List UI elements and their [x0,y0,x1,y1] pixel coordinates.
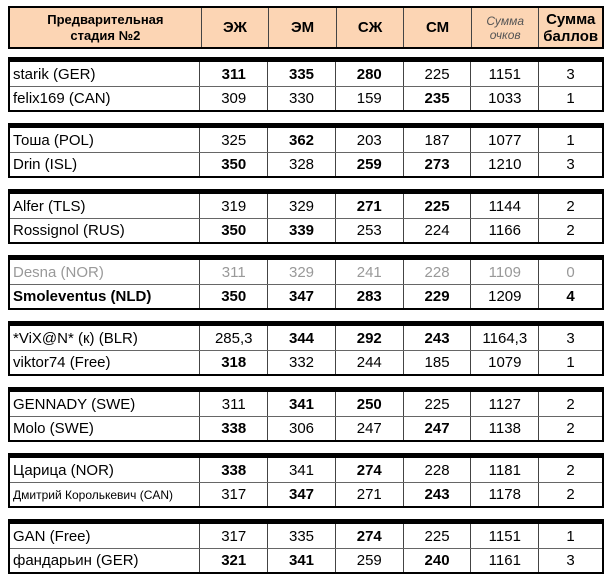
points-cell: 2 [538,219,602,242]
header-title-line2: стадия №2 [70,27,141,43]
score-cell: 243 [403,326,471,350]
total-score-cell: 1144 [470,194,538,218]
score-cell: 311 [199,392,267,416]
player-name: starik (GER) [13,65,96,83]
total-score-cell: 1127 [470,392,538,416]
header-stage-title [10,8,201,47]
header-col-sum [471,8,539,47]
points-cell: 3 [538,326,602,350]
score-cell: 329 [267,194,335,218]
points-cell: 3 [538,153,602,176]
match-group [8,519,604,574]
match-group [8,387,604,442]
header-points-line1: Сумма [546,10,596,28]
player-name: GENNADY (SWE) [13,395,136,413]
header-title-line1: Предварительная [47,11,164,27]
score-cell: 341 [267,549,335,572]
score-cell: 229 [403,285,471,308]
header-points-line2: баллов [543,27,599,45]
table-row [10,482,602,506]
score-cell: 225 [403,194,471,218]
player-name: *ViX@N* (к) (BLR) [13,329,138,347]
points-cell: 3 [538,62,602,86]
score-cell: 187 [403,128,471,152]
header-col-em: ЭМ [268,8,336,47]
player-name: Царица (NOR) [13,461,114,479]
player-name: Rossignol (RUS) [13,222,125,239]
total-score-cell: 1151 [470,62,538,86]
table-row [10,548,602,572]
player-name: GAN (Free) [13,527,91,545]
player-name: felix169 (CAN) [13,90,111,107]
points-cell: 3 [538,549,602,572]
score-cell: 328 [267,153,335,176]
table-row [10,458,602,482]
score-cell: 241 [335,260,403,284]
player-name: Дмитрий Королькевич (CAN) [13,487,174,502]
total-score-cell: 1181 [470,458,538,482]
score-cell: 350 [199,153,267,176]
score-cell: 159 [335,87,403,110]
score-cell: 329 [267,260,335,284]
points-cell: 2 [538,194,602,218]
score-cell: 311 [199,62,267,86]
total-score-cell: 1210 [470,153,538,176]
score-cell: 330 [267,87,335,110]
score-cell: 274 [335,458,403,482]
score-cell: 350 [199,285,267,308]
header-col-sm: СМ [403,8,471,47]
score-cell: 347 [267,483,335,506]
score-cell: 347 [267,285,335,308]
player-name: Alfer (TLS) [13,197,86,215]
player-name: Тоша (POL) [13,131,94,149]
score-cell: 225 [403,392,471,416]
points-cell: 1 [538,128,602,152]
score-cell: 271 [335,483,403,506]
score-cell: 338 [199,458,267,482]
table-row [10,194,602,218]
score-cell: 274 [335,524,403,548]
total-score-cell: 1209 [470,285,538,308]
score-cell: 253 [335,219,403,242]
table-row [10,524,602,548]
score-cell: 318 [199,351,267,374]
score-cell: 243 [403,483,471,506]
score-cell: 335 [267,524,335,548]
player-name: Drin (ISL) [13,156,78,173]
score-cell: 309 [199,87,267,110]
match-group [8,453,604,508]
score-cell: 225 [403,62,471,86]
score-cell: 285,3 [199,326,267,350]
table-row [10,62,602,86]
score-cell: 311 [199,260,267,284]
total-score-cell: 1164,3 [470,326,538,350]
score-cell: 203 [335,128,403,152]
table-row [10,218,602,242]
score-cell: 271 [335,194,403,218]
points-cell: 1 [538,351,602,374]
player-name: фандарьин (GER) [13,552,139,569]
total-score-cell: 1161 [470,549,538,572]
score-cell: 247 [403,417,471,440]
points-cell: 2 [538,458,602,482]
table-row [10,392,602,416]
table-row [10,128,602,152]
total-score-cell: 1033 [470,87,538,110]
match-group [8,321,604,376]
table-header [8,6,604,49]
header-col-ezh: ЭЖ [201,8,269,47]
score-cell: 350 [199,219,267,242]
score-cell: 235 [403,87,471,110]
score-cell: 338 [199,417,267,440]
score-cell: 250 [335,392,403,416]
table-row [10,86,602,110]
score-cell: 283 [335,285,403,308]
table-row [10,350,602,374]
score-cell: 306 [267,417,335,440]
player-name: Molo (SWE) [13,420,94,437]
score-cell: 317 [199,483,267,506]
table-row [10,260,602,284]
score-cell: 339 [267,219,335,242]
header-sum-line2: очков [489,27,521,42]
score-cell: 240 [403,549,471,572]
table-row [10,284,602,308]
total-score-cell: 1151 [470,524,538,548]
points-cell: 2 [538,483,602,506]
score-cell: 259 [335,549,403,572]
points-cell: 1 [538,524,602,548]
points-cell: 2 [538,417,602,440]
header-col-points [538,8,602,47]
points-cell: 4 [538,285,602,308]
score-cell: 185 [403,351,471,374]
score-cell: 319 [199,194,267,218]
table-row [10,326,602,350]
player-name: Desna (NOR) [13,263,104,281]
total-score-cell: 1109 [470,260,538,284]
total-score-cell: 1178 [470,483,538,506]
match-group [8,255,604,310]
points-cell: 0 [538,260,602,284]
score-cell: 344 [267,326,335,350]
header-col-szh: СЖ [336,8,404,47]
score-cell: 325 [199,128,267,152]
score-cell: 335 [267,62,335,86]
score-cell: 228 [403,260,471,284]
total-score-cell: 1079 [470,351,538,374]
total-score-cell: 1166 [470,219,538,242]
score-cell: 332 [267,351,335,374]
score-cell: 224 [403,219,471,242]
match-group [8,57,604,112]
table-row [10,152,602,176]
player-name: Smoleventus (NLD) [13,288,152,305]
total-score-cell: 1077 [470,128,538,152]
score-cell: 244 [335,351,403,374]
score-cell: 321 [199,549,267,572]
table-row [10,416,602,440]
score-cell: 259 [335,153,403,176]
score-cell: 280 [335,62,403,86]
score-cell: 292 [335,326,403,350]
match-group [8,189,604,244]
points-cell: 2 [538,392,602,416]
score-cell: 225 [403,524,471,548]
score-cell: 228 [403,458,471,482]
total-score-cell: 1138 [470,417,538,440]
score-cell: 273 [403,153,471,176]
points-cell: 1 [538,87,602,110]
score-cell: 341 [267,458,335,482]
match-group [8,123,604,178]
header-sum-line1: Сумма [486,13,524,28]
score-cell: 341 [267,392,335,416]
score-cell: 317 [199,524,267,548]
score-cell: 247 [335,417,403,440]
player-name: viktor74 (Free) [13,354,111,371]
score-cell: 362 [267,128,335,152]
